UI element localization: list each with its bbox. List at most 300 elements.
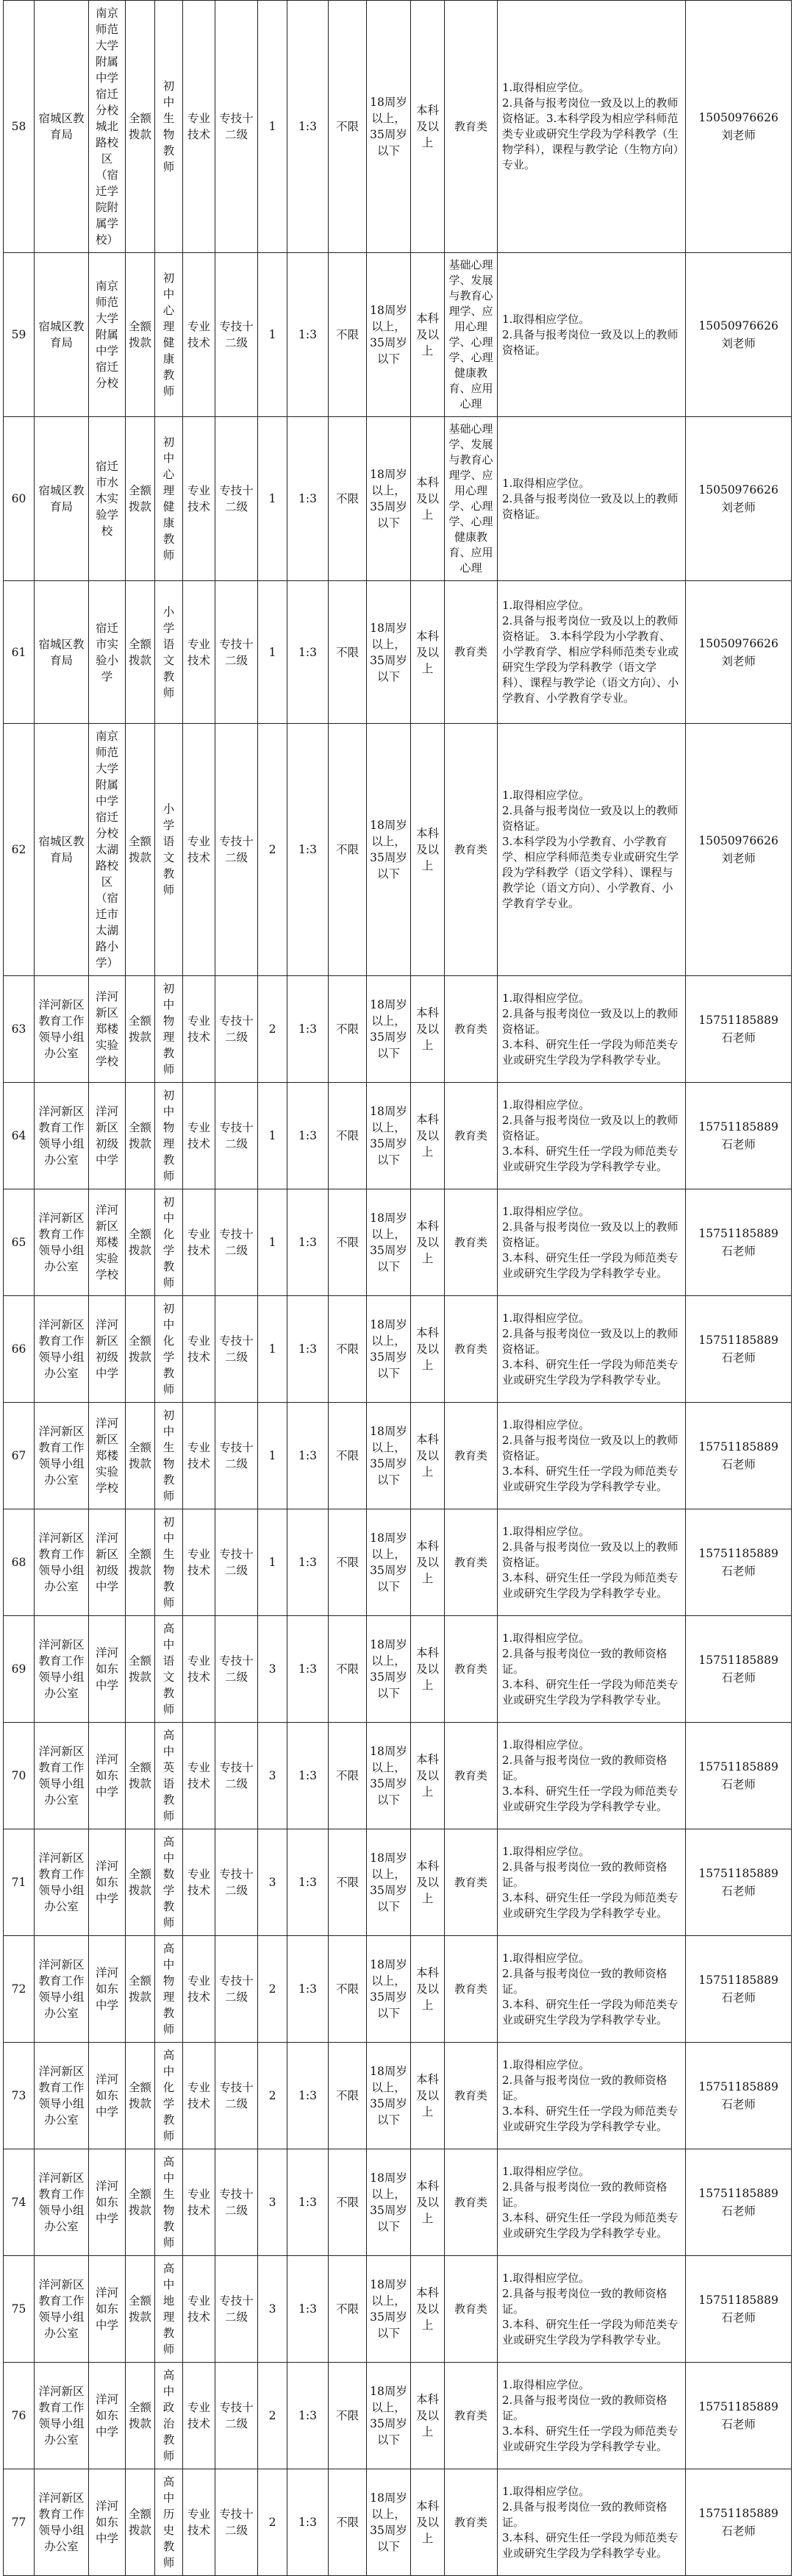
post-category-cell: 专业技术 [183,724,215,976]
gender-cell: 不限 [329,1509,367,1616]
gender-cell: 不限 [329,2363,367,2469]
requirement-line: 2.具备与报考岗位一致及以上的教师资格证。 [502,327,679,357]
contact-person: 石老师 [721,1778,756,1791]
post-name-cell: 高中数学教师 [155,1829,183,1936]
other-requirements-cell [498,2043,686,2149]
age-requirement-cell: 18周岁以上，35周岁以下 [367,581,411,724]
row-number-cell: 73 [4,2043,35,2149]
requirement-line: 1.取得相应学位。 [502,2484,590,2498]
requirement-line: 1.取得相应学位。 [502,1524,590,1538]
funding-type-cell: 全额拨款 [126,2043,155,2149]
contact-person: 石老师 [721,1245,756,1258]
contact-cell [686,253,792,417]
exam-ratio-cell: 1:3 [287,2043,329,2149]
hiring-unit-cell: 洋河新区初级中学 [89,1509,126,1616]
department-cell: 洋河新区教育工作领导小组办公室 [35,2149,89,2256]
post-category-cell: 专业技术 [183,1296,215,1403]
funding-type-cell: 全额拨款 [126,1403,155,1509]
department-cell: 洋河新区教育工作领导小组办公室 [35,1083,89,1189]
table-row [4,1829,792,1936]
contact-cell [686,976,792,1083]
row-number-cell: 74 [4,2149,35,2256]
table-row [4,1,792,253]
table-row [4,1403,792,1509]
contact-cell [686,1403,792,1509]
funding-type-cell: 全额拨款 [126,2469,155,2576]
exam-ratio-cell: 1:3 [287,253,329,417]
contact-person: 刘老师 [721,129,756,142]
requirement-line: 1.取得相应学位。 [502,1951,590,1965]
contact-phone: 15751185889 [698,1014,779,1027]
gender-cell: 不限 [329,1403,367,1509]
post-level-cell: 专技十二级 [215,417,258,581]
table-body [4,1,792,2576]
post-name-cell: 小学语文教师 [155,581,183,724]
major-cell: 基础心理学、发展与教育心理学、应用心理学、心理学、心理健康教育、应用心理 [445,253,498,417]
post-category-cell: 专业技术 [183,253,215,417]
major-cell: 教育类 [445,1509,498,1616]
department-cell: 宿城区教育局 [35,1,89,253]
funding-type-cell: 全额拨款 [126,2149,155,2256]
contact-person: 石老师 [721,2311,756,2324]
post-name-cell: 初中心理健康教师 [155,253,183,417]
age-requirement-cell: 18周岁以上，35周岁以下 [367,1829,411,1936]
post-name-cell: 初中心理健康教师 [155,417,183,581]
contact-person: 石老师 [721,1565,756,1578]
exam-ratio-cell: 1:3 [287,1509,329,1616]
department-cell: 宿城区教育局 [35,253,89,417]
major-cell: 教育类 [445,1829,498,1936]
contact-phone: 15050976626 [698,636,779,650]
table-row [4,1723,792,1829]
funding-type-cell: 全额拨款 [126,2256,155,2363]
row-number-cell: 66 [4,1296,35,1403]
department-cell: 洋河新区教育工作领导小组办公室 [35,1936,89,2043]
row-number-cell: 59 [4,253,35,417]
education-cell: 本科及以上 [411,1296,445,1403]
contact-person: 石老师 [721,1885,756,1898]
major-cell: 教育类 [445,1936,498,2043]
gender-cell: 不限 [329,1296,367,1403]
requirement-line: 3.本科、研究生任一学段为师范类专业或研究生学段为学科教学专业。 [502,2317,679,2346]
post-level-cell: 专技十二级 [215,1509,258,1616]
funding-type-cell: 全额拨款 [126,1936,155,2043]
contact-cell [686,1,792,253]
post-category-cell: 专业技术 [183,2256,215,2363]
contact-phone: 15751185889 [698,1227,779,1240]
hiring-count-cell: 1 [258,1296,287,1403]
hiring-count-cell: 2 [258,2469,287,2576]
education-cell: 本科及以上 [411,2256,445,2363]
hiring-count-cell: 1 [258,417,287,581]
requirement-line: 1.取得相应学位。 [502,2164,590,2178]
table-row [4,2256,792,2363]
exam-ratio-cell: 1:3 [287,1403,329,1509]
post-level-cell: 专技十二级 [215,724,258,976]
requirement-line: 2.具备与报考岗位一致的教师资格证。 [502,1966,668,1996]
row-number-cell: 67 [4,1403,35,1509]
row-number-cell: 61 [4,581,35,724]
post-level-cell: 专技十二级 [215,1296,258,1403]
education-cell: 本科及以上 [411,1189,445,1296]
contact-person: 刘老师 [721,852,756,865]
contact-cell [686,1723,792,1829]
other-requirements-cell [498,1936,686,2043]
table-row [4,1509,792,1616]
contact-phone: 15751185889 [698,2294,779,2307]
hiring-count-cell: 2 [258,976,287,1083]
contact-person: 石老师 [721,1671,756,1684]
funding-type-cell: 全额拨款 [126,1,155,253]
department-cell: 洋河新区教育工作领导小组办公室 [35,1296,89,1403]
contact-phone: 15751185889 [698,2080,779,2093]
contact-person: 石老师 [721,2418,756,2431]
age-requirement-cell: 18周岁以上，35周岁以下 [367,1616,411,1723]
requirement-line: 3.本科、研究生任一学段为师范类专业或研究生学段为学科教学专业。 [502,2210,679,2240]
requirement-line: 3.本科、研究生任一学段为师范类专业或研究生学段为学科教学专业。 [502,2424,679,2453]
major-cell: 教育类 [445,1189,498,1296]
post-category-cell: 专业技术 [183,1403,215,1509]
other-requirements-cell [498,976,686,1083]
hiring-unit-cell: 洋河新区初级中学 [89,1083,126,1189]
other-requirements-cell [498,1723,686,1829]
department-cell: 洋河新区教育工作领导小组办公室 [35,1403,89,1509]
row-number-cell: 77 [4,2469,35,2576]
education-cell: 本科及以上 [411,2043,445,2149]
requirement-line: 3.本科、研究生任一学段为师范类专业或研究生学段为学科教学专业。 [502,2530,679,2560]
other-requirements-cell [498,2149,686,2256]
age-requirement-cell: 18周岁以上，35周岁以下 [367,1,411,253]
post-level-cell: 专技十二级 [215,2363,258,2469]
requirement-line: 1.取得相应学位。 [502,1204,590,1218]
requirement-line: 2.具备与报考岗位一致的教师资格证。 [502,1753,668,1782]
hiring-unit-cell: 洋河新区郑楼实验学校 [89,1403,126,1509]
other-requirements-cell [498,417,686,581]
post-category-cell: 专业技术 [183,1829,215,1936]
gender-cell: 不限 [329,2256,367,2363]
exam-ratio-cell: 1:3 [287,1829,329,1936]
exam-ratio-cell: 1:3 [287,2149,329,2256]
hiring-unit-cell: 洋河如东中学 [89,1723,126,1829]
other-requirements-cell [498,1,686,253]
education-cell: 本科及以上 [411,1,445,253]
requirement-line: 2.具备与报考岗位一致及以上的教师资格证。 [502,1113,679,1142]
contact-person: 刘老师 [721,337,756,350]
row-number-cell: 63 [4,976,35,1083]
exam-ratio-cell: 1:3 [287,2363,329,2469]
row-number-cell: 75 [4,2256,35,2363]
contact-person: 刘老师 [721,501,756,514]
gender-cell: 不限 [329,1936,367,2043]
requirement-line: 3.本科、研究生任一学段为师范类专业或研究生学段为学科教学专业。 [502,1144,679,1173]
hiring-count-cell: 1 [258,581,287,724]
hiring-count-cell: 2 [258,2363,287,2469]
requirement-line: 1.取得相应学位。 [502,2271,590,2285]
post-category-cell: 专业技术 [183,976,215,1083]
funding-type-cell: 全额拨款 [126,1189,155,1296]
major-cell: 教育类 [445,724,498,976]
requirement-line: 1.取得相应学位。 [502,1097,590,1111]
exam-ratio-cell: 1:3 [287,1616,329,1723]
age-requirement-cell: 18周岁以上，35周岁以下 [367,724,411,976]
hiring-count-cell: 2 [258,724,287,976]
post-name-cell: 初中生物教师 [155,1403,183,1509]
requirement-line: 1.取得相应学位。 [502,789,590,802]
gender-cell: 不限 [329,976,367,1083]
table-row [4,724,792,976]
post-level-cell: 专技十二级 [215,581,258,724]
gender-cell: 不限 [329,1829,367,1936]
age-requirement-cell: 18周岁以上，35周岁以下 [367,1723,411,1829]
post-name-cell: 高中地理教师 [155,2256,183,2363]
contact-phone: 15751185889 [698,1867,779,1880]
age-requirement-cell: 18周岁以上，35周岁以下 [367,1509,411,1616]
post-name-cell: 初中物理教师 [155,1083,183,1189]
age-requirement-cell: 18周岁以上，35周岁以下 [367,2363,411,2469]
major-cell: 教育类 [445,2256,498,2363]
other-requirements-cell [498,1829,686,1936]
funding-type-cell: 全额拨款 [126,1723,155,1829]
education-cell: 本科及以上 [411,1829,445,1936]
table-row [4,417,792,581]
gender-cell: 不限 [329,2469,367,2576]
education-cell: 本科及以上 [411,1616,445,1723]
exam-ratio-cell: 1:3 [287,1723,329,1829]
table-row [4,2469,792,2576]
post-level-cell: 专技十二级 [215,1189,258,1296]
education-cell: 本科及以上 [411,2363,445,2469]
exam-ratio-cell: 1:3 [287,581,329,724]
requirement-line: 1.取得相应学位。 [502,1417,590,1431]
contact-phone: 15050976626 [698,483,779,497]
contact-phone: 15751185889 [698,1547,779,1560]
table-row [4,1936,792,2043]
hiring-unit-cell: 洋河如东中学 [89,1616,126,1723]
age-requirement-cell: 18周岁以上，35周岁以下 [367,1189,411,1296]
hiring-count-cell: 1 [258,1189,287,1296]
gender-cell: 不限 [329,581,367,724]
requirement-line: 2.具备与报考岗位一致及以上的教师资格证。 [502,1540,679,1569]
post-level-cell: 专技十二级 [215,253,258,417]
post-category-cell: 专业技术 [183,2149,215,2256]
department-cell: 宿城区教育局 [35,581,89,724]
age-requirement-cell: 18周岁以上，35周岁以下 [367,2149,411,2256]
contact-cell [686,2256,792,2363]
post-category-cell: 专业技术 [183,1,215,253]
requirement-line: 2.具备与报考岗位一致的教师资格证。 [502,1646,668,1676]
post-category-cell: 专业技术 [183,1616,215,1723]
exam-ratio-cell: 1:3 [287,1,329,253]
funding-type-cell: 全额拨款 [126,1829,155,1936]
age-requirement-cell: 18周岁以上，35周岁以下 [367,1083,411,1189]
exam-ratio-cell: 1:3 [287,724,329,976]
contact-phone: 15050976626 [698,319,779,332]
department-cell: 洋河新区教育工作领导小组办公室 [35,1723,89,1829]
hiring-unit-cell: 南京师范大学附属中学宿迁分校 [89,253,126,417]
post-level-cell: 专技十二级 [215,1829,258,1936]
table-row [4,1616,792,1723]
other-requirements-cell [498,253,686,417]
requirement-line: 1.取得相应学位。 [502,991,590,1005]
row-number-cell: 65 [4,1189,35,1296]
funding-type-cell: 全额拨款 [126,1509,155,1616]
requirement-line: 2.具备与报考岗位一致的教师资格证。 [502,2499,668,2529]
gender-cell: 不限 [329,1083,367,1189]
department-cell: 洋河新区教育工作领导小组办公室 [35,1509,89,1616]
post-category-cell: 专业技术 [183,1936,215,2043]
education-cell: 本科及以上 [411,1083,445,1189]
requirement-line: 3.本科、研究生任一学段为师范类专业或研究生学段为学科教学专业。 [502,1464,679,1493]
age-requirement-cell: 18周岁以上，35周岁以下 [367,1936,411,2043]
requirement-line: 2.具备与报考岗位一致的教师资格证。 [502,2286,668,2316]
post-category-cell: 专业技术 [183,1509,215,1616]
funding-type-cell: 全额拨款 [126,1616,155,1723]
post-name-cell: 高中英语教师 [155,1723,183,1829]
other-requirements-cell [498,1296,686,1403]
age-requirement-cell: 18周岁以上，35周岁以下 [367,2256,411,2363]
major-cell: 教育类 [445,1616,498,1723]
table-row [4,1189,792,1296]
requirement-line: 2.具备与报考岗位一致及以上的教师资格证。 3.本科学段为小学教育、小学教育学、相应学科师范类专业或研究生学段为学科教学（语文学科）、课程与教学论（语文方向）、小学教育、小学教育学专业。 [502,614,679,705]
contact-cell [686,1616,792,1723]
education-cell: 本科及以上 [411,724,445,976]
post-level-cell: 专技十二级 [215,1403,258,1509]
requirement-line: 1.取得相应学位。 [502,599,590,612]
table-row [4,1296,792,1403]
contact-cell [686,2043,792,2149]
requirement-line: 1.取得相应学位。 [502,312,590,326]
post-level-cell: 专技十二级 [215,976,258,1083]
age-requirement-cell: 18周岁以上，35周岁以下 [367,417,411,581]
post-name-cell: 初中生物教师 [155,1,183,253]
post-category-cell: 专业技术 [183,1189,215,1296]
contact-person: 石老师 [721,1458,756,1471]
exam-ratio-cell: 1:3 [287,1936,329,2043]
post-name-cell: 初中物理教师 [155,976,183,1083]
table-row [4,581,792,724]
post-category-cell: 专业技术 [183,2469,215,2576]
post-level-cell: 专技十二级 [215,2256,258,2363]
exam-ratio-cell: 1:3 [287,976,329,1083]
contact-cell [686,1936,792,2043]
education-cell: 本科及以上 [411,976,445,1083]
requirement-line: 1.取得相应学位。 [502,1737,590,1751]
post-name-cell: 小学语文教师 [155,724,183,976]
contact-phone: 15050976626 [698,834,779,847]
post-level-cell: 专技十二级 [215,1936,258,2043]
gender-cell: 不限 [329,417,367,581]
requirement-line: 3.本科、研究生任一学段为师范类专业或研究生学段为学科教学专业。 [502,1570,679,1600]
education-cell: 本科及以上 [411,1509,445,1616]
department-cell: 宿城区教育局 [35,417,89,581]
funding-type-cell: 全额拨款 [126,417,155,581]
age-requirement-cell: 18周岁以上，35周岁以下 [367,2469,411,2576]
requirement-line: 2.具备与报考岗位一致的教师资格证。 [502,2073,668,2102]
post-name-cell: 高中化学教师 [155,2043,183,2149]
requirement-line: 3.本科、研究生任一学段为师范类专业或研究生学段为学科教学专业。 [502,1784,679,1813]
hiring-unit-cell: 洋河如东中学 [89,2149,126,2256]
contact-phone: 15751185889 [698,1974,779,1987]
gender-cell: 不限 [329,1616,367,1723]
contact-phone: 15751185889 [698,1440,779,1454]
major-cell: 教育类 [445,1,498,253]
requirement-line: 2.具备与报考岗位一致的教师资格证。 [502,1860,668,1889]
hiring-unit-cell: 洋河如东中学 [89,2043,126,2149]
row-number-cell: 69 [4,1616,35,1723]
requirement-line: 1.取得相应学位。 [502,81,590,94]
other-requirements-cell [498,1403,686,1509]
requirement-line: 3.本科、研究生任一学段为师范类专业或研究生学段为学科教学专业。 [502,1037,679,1067]
contact-person: 石老师 [721,2205,756,2218]
requirement-line: 1.取得相应学位。 [502,476,590,490]
exam-ratio-cell: 1:3 [287,1083,329,1189]
hiring-count-cell: 3 [258,1616,287,1723]
hiring-count-cell: 3 [258,2149,287,2256]
hiring-unit-cell: 南京师范大学附属中学宿迁分校太湖路校区（宿迁市太湖路小学） [89,724,126,976]
requirement-line: 2.具备与报考岗位一致及以上的教师资格证。3.本科学段为相应学科师范类专业或研究生学段为学科教学（生物学科），课程与教学论（生物方向）专业。 [502,96,679,171]
department-cell: 洋河新区教育工作领导小组办公室 [35,2043,89,2149]
hiring-count-cell: 1 [258,1403,287,1509]
age-requirement-cell: 18周岁以上，35周岁以下 [367,2043,411,2149]
row-number-cell: 64 [4,1083,35,1189]
major-cell: 基础心理学、发展与教育心理学、应用心理学、心理学、心理健康教育、应用心理 [445,417,498,581]
hiring-unit-cell: 洋河如东中学 [89,2256,126,2363]
other-requirements-cell [498,1189,686,1296]
age-requirement-cell: 18周岁以上，35周岁以下 [367,1403,411,1509]
row-number-cell: 58 [4,1,35,253]
post-name-cell: 高中生物教师 [155,2149,183,2256]
funding-type-cell: 全额拨款 [126,1083,155,1189]
post-name-cell: 初中生物教师 [155,1509,183,1616]
hiring-count-cell: 1 [258,1,287,253]
table-row [4,1083,792,1189]
hiring-count-cell: 2 [258,1936,287,2043]
hiring-count-cell: 3 [258,2256,287,2363]
post-level-cell: 专技十二级 [215,2469,258,2576]
hiring-unit-cell: 洋河新区郑楼实验学校 [89,976,126,1083]
major-cell: 教育类 [445,1403,498,1509]
department-cell: 洋河新区教育工作领导小组办公室 [35,2363,89,2469]
requirement-line: 3.本科、研究生任一学段为师范类专业或研究生学段为学科教学专业。 [502,1357,679,1387]
contact-person: 石老师 [721,1031,756,1045]
table-row [4,2363,792,2469]
post-level-cell: 专技十二级 [215,2043,258,2149]
requirement-line: 3.本科、研究生任一学段为师范类专业或研究生学段为学科教学专业。 [502,1890,679,1920]
requirement-line: 3.本科、研究生任一学段为师范类专业或研究生学段为学科教学专业。 [502,2104,679,2133]
contact-cell [686,724,792,976]
requirement-line: 2.具备与报考岗位一致的教师资格证。 [502,2180,668,2209]
post-level-cell: 专技十二级 [215,2149,258,2256]
hiring-unit-cell: 洋河如东中学 [89,2363,126,2469]
hiring-unit-cell: 洋河如东中学 [89,1829,126,1936]
funding-type-cell: 全额拨款 [126,2363,155,2469]
contact-person: 石老师 [721,1351,756,1365]
row-number-cell: 68 [4,1509,35,1616]
requirement-line: 2.具备与报考岗位一致及以上的教师资格证。 [502,1326,679,1356]
department-cell: 洋河新区教育工作领导小组办公室 [35,976,89,1083]
table-row [4,2149,792,2256]
age-requirement-cell: 18周岁以上，35周岁以下 [367,976,411,1083]
contact-cell [686,2363,792,2469]
contact-person: 刘老师 [721,654,756,668]
contact-cell [686,1083,792,1189]
contact-cell [686,417,792,581]
post-category-cell: 专业技术 [183,417,215,581]
row-number-cell: 71 [4,1829,35,1936]
post-category-cell: 专业技术 [183,2363,215,2469]
department-cell: 宿城区教育局 [35,724,89,976]
requirement-line: 2.具备与报考岗位一致的教师资格证。 [502,2393,668,2422]
